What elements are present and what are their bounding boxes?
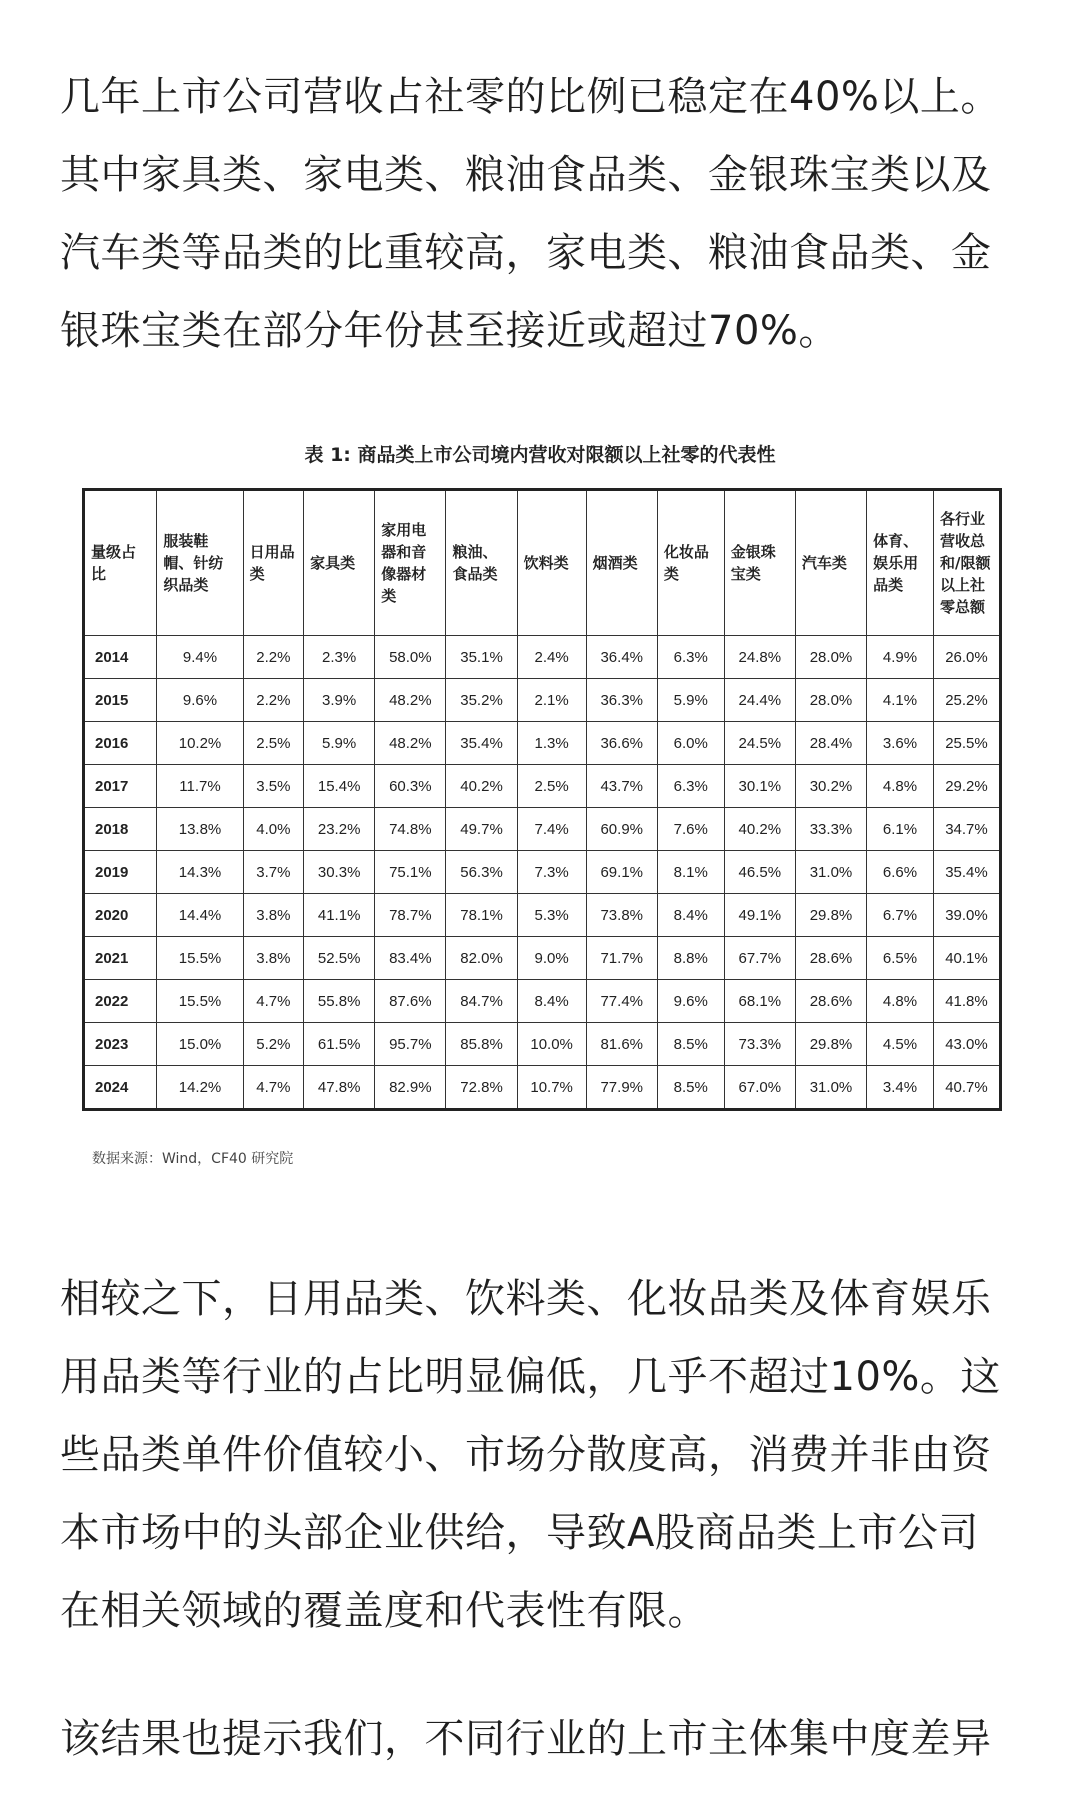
column-header: 家用电器和音像器材类 xyxy=(375,490,446,636)
value-cell: 73.3% xyxy=(724,1023,795,1066)
value-cell: 81.6% xyxy=(586,1023,657,1066)
column-header: 量级占比 xyxy=(84,490,157,636)
value-cell: 40.1% xyxy=(933,937,1000,980)
value-cell: 35.2% xyxy=(446,679,517,722)
value-cell: 4.1% xyxy=(867,679,934,722)
value-cell: 72.8% xyxy=(446,1066,517,1110)
value-cell: 15.5% xyxy=(157,980,243,1023)
value-cell: 6.3% xyxy=(657,636,724,679)
table-container xyxy=(82,488,1002,1111)
column-header: 家具类 xyxy=(304,490,375,636)
table-row xyxy=(84,980,1001,1023)
header-row xyxy=(84,490,1001,636)
value-cell: 48.2% xyxy=(375,679,446,722)
value-cell: 13.8% xyxy=(157,808,243,851)
value-cell: 4.7% xyxy=(243,980,303,1023)
value-cell: 6.0% xyxy=(657,722,724,765)
value-cell: 75.1% xyxy=(375,851,446,894)
value-cell: 36.4% xyxy=(586,636,657,679)
value-cell: 2.5% xyxy=(243,722,303,765)
value-cell: 85.8% xyxy=(446,1023,517,1066)
value-cell: 56.3% xyxy=(446,851,517,894)
value-cell: 40.2% xyxy=(724,808,795,851)
paragraph-conclusion xyxy=(60,1700,1020,1778)
value-cell: 49.1% xyxy=(724,894,795,937)
value-cell: 28.4% xyxy=(795,722,866,765)
value-cell: 24.5% xyxy=(724,722,795,765)
text-line: 本市场中的头部企业供给，导致A股商品类上市公司 xyxy=(60,1510,979,1556)
value-cell: 5.2% xyxy=(243,1023,303,1066)
value-cell: 77.9% xyxy=(586,1066,657,1110)
value-cell: 6.1% xyxy=(867,808,934,851)
value-cell: 40.2% xyxy=(446,765,517,808)
value-cell: 69.1% xyxy=(586,851,657,894)
table-row xyxy=(84,937,1001,980)
paragraph-intro xyxy=(60,58,1020,370)
value-cell: 2.4% xyxy=(517,636,586,679)
value-cell: 73.8% xyxy=(586,894,657,937)
value-cell: 60.3% xyxy=(375,765,446,808)
value-cell: 2.2% xyxy=(243,636,303,679)
text-line: 用品类等行业的占比明显偏低，几乎不超过10%。这 xyxy=(60,1354,1001,1400)
value-cell: 4.7% xyxy=(243,1066,303,1110)
value-cell: 48.2% xyxy=(375,722,446,765)
value-cell: 43.7% xyxy=(586,765,657,808)
year-cell: 2017 xyxy=(84,765,157,808)
value-cell: 77.4% xyxy=(586,980,657,1023)
text-line: 其中家具类、家电类、粮油食品类、金银珠宝类以及 xyxy=(60,152,992,198)
year-cell: 2023 xyxy=(84,1023,157,1066)
value-cell: 29.2% xyxy=(933,765,1000,808)
table-row xyxy=(84,722,1001,765)
table-row xyxy=(84,1023,1001,1066)
value-cell: 5.9% xyxy=(304,722,375,765)
value-cell: 8.5% xyxy=(657,1066,724,1110)
value-cell: 3.8% xyxy=(243,937,303,980)
value-cell: 15.4% xyxy=(304,765,375,808)
value-cell: 14.2% xyxy=(157,1066,243,1110)
value-cell: 61.5% xyxy=(304,1023,375,1066)
value-cell: 26.0% xyxy=(933,636,1000,679)
value-cell: 3.9% xyxy=(304,679,375,722)
year-cell: 2024 xyxy=(84,1066,157,1110)
value-cell: 15.0% xyxy=(157,1023,243,1066)
column-header: 体育、娱乐用品类 xyxy=(867,490,934,636)
value-cell: 10.0% xyxy=(517,1023,586,1066)
value-cell: 35.4% xyxy=(933,851,1000,894)
value-cell: 3.5% xyxy=(243,765,303,808)
value-cell: 33.3% xyxy=(795,808,866,851)
table-row xyxy=(84,679,1001,722)
value-cell: 29.8% xyxy=(795,894,866,937)
year-cell: 2018 xyxy=(84,808,157,851)
value-cell: 39.0% xyxy=(933,894,1000,937)
value-cell: 31.0% xyxy=(795,851,866,894)
value-cell: 8.1% xyxy=(657,851,724,894)
column-header: 日用品类 xyxy=(243,490,303,636)
value-cell: 5.3% xyxy=(517,894,586,937)
column-header: 粮油、食品类 xyxy=(446,490,517,636)
value-cell: 82.0% xyxy=(446,937,517,980)
value-cell: 71.7% xyxy=(586,937,657,980)
column-header: 汽车类 xyxy=(795,490,866,636)
value-cell: 4.0% xyxy=(243,808,303,851)
table-row xyxy=(84,1066,1001,1110)
value-cell: 30.3% xyxy=(304,851,375,894)
data-table xyxy=(82,488,1002,1111)
value-cell: 4.5% xyxy=(867,1023,934,1066)
value-cell: 34.7% xyxy=(933,808,1000,851)
text-line: 该结果也提示我们，不同行业的上市主体集中度差异 xyxy=(60,1716,992,1762)
value-cell: 7.6% xyxy=(657,808,724,851)
value-cell: 36.3% xyxy=(586,679,657,722)
column-header: 烟酒类 xyxy=(586,490,657,636)
value-cell: 41.8% xyxy=(933,980,1000,1023)
value-cell: 8.4% xyxy=(517,980,586,1023)
value-cell: 11.7% xyxy=(157,765,243,808)
value-cell: 84.7% xyxy=(446,980,517,1023)
text-line: 银珠宝类在部分年份甚至接近或超过70%。 xyxy=(60,308,839,354)
value-cell: 95.7% xyxy=(375,1023,446,1066)
value-cell: 2.2% xyxy=(243,679,303,722)
value-cell: 4.8% xyxy=(867,765,934,808)
value-cell: 5.9% xyxy=(657,679,724,722)
value-cell: 3.4% xyxy=(867,1066,934,1110)
year-cell: 2016 xyxy=(84,722,157,765)
value-cell: 82.9% xyxy=(375,1066,446,1110)
value-cell: 60.9% xyxy=(586,808,657,851)
column-header: 各行业营收总和/限额以上社零总额 xyxy=(933,490,1000,636)
text-line: 汽车类等品类的比重较高，家电类、粮油食品类、金 xyxy=(60,230,992,276)
value-cell: 74.8% xyxy=(375,808,446,851)
value-cell: 67.0% xyxy=(724,1066,795,1110)
text-line: 相较之下，日用品类、饮料类、化妆品类及体育娱乐 xyxy=(60,1276,992,1322)
value-cell: 3.8% xyxy=(243,894,303,937)
value-cell: 83.4% xyxy=(375,937,446,980)
value-cell: 67.7% xyxy=(724,937,795,980)
value-cell: 6.6% xyxy=(867,851,934,894)
value-cell: 87.6% xyxy=(375,980,446,1023)
year-cell: 2019 xyxy=(84,851,157,894)
value-cell: 9.6% xyxy=(657,980,724,1023)
value-cell: 68.1% xyxy=(724,980,795,1023)
value-cell: 14.3% xyxy=(157,851,243,894)
table-row xyxy=(84,851,1001,894)
year-cell: 2015 xyxy=(84,679,157,722)
paragraph-comparison xyxy=(60,1260,1020,1650)
value-cell: 3.6% xyxy=(867,722,934,765)
value-cell: 29.8% xyxy=(795,1023,866,1066)
value-cell: 2.1% xyxy=(517,679,586,722)
column-header: 服装鞋帽、针纺织品类 xyxy=(157,490,243,636)
year-cell: 2014 xyxy=(84,636,157,679)
value-cell: 41.1% xyxy=(304,894,375,937)
table-row xyxy=(84,636,1001,679)
value-cell: 1.3% xyxy=(517,722,586,765)
value-cell: 6.3% xyxy=(657,765,724,808)
value-cell: 8.4% xyxy=(657,894,724,937)
value-cell: 10.7% xyxy=(517,1066,586,1110)
data-source-note: 数据来源：Wind，CF40 研究院 xyxy=(92,1151,294,1167)
value-cell: 49.7% xyxy=(446,808,517,851)
value-cell: 7.4% xyxy=(517,808,586,851)
table-row xyxy=(84,765,1001,808)
value-cell: 9.6% xyxy=(157,679,243,722)
value-cell: 35.4% xyxy=(446,722,517,765)
value-cell: 25.2% xyxy=(933,679,1000,722)
value-cell: 24.8% xyxy=(724,636,795,679)
value-cell: 78.7% xyxy=(375,894,446,937)
table-title: 表 1: 商品类上市公司境内营收对限额以上社零的代表性 xyxy=(304,444,776,466)
value-cell: 28.0% xyxy=(795,636,866,679)
value-cell: 40.7% xyxy=(933,1066,1000,1110)
value-cell: 28.6% xyxy=(795,980,866,1023)
table-row xyxy=(84,894,1001,937)
value-cell: 3.7% xyxy=(243,851,303,894)
value-cell: 9.4% xyxy=(157,636,243,679)
value-cell: 2.5% xyxy=(517,765,586,808)
value-cell: 8.8% xyxy=(657,937,724,980)
value-cell: 24.4% xyxy=(724,679,795,722)
value-cell: 35.1% xyxy=(446,636,517,679)
value-cell: 52.5% xyxy=(304,937,375,980)
value-cell: 55.8% xyxy=(304,980,375,1023)
value-cell: 23.2% xyxy=(304,808,375,851)
value-cell: 6.5% xyxy=(867,937,934,980)
value-cell: 6.7% xyxy=(867,894,934,937)
value-cell: 28.0% xyxy=(795,679,866,722)
value-cell: 58.0% xyxy=(375,636,446,679)
column-header: 饮料类 xyxy=(517,490,586,636)
year-cell: 2022 xyxy=(84,980,157,1023)
value-cell: 4.9% xyxy=(867,636,934,679)
value-cell: 30.1% xyxy=(724,765,795,808)
value-cell: 9.0% xyxy=(517,937,586,980)
value-cell: 78.1% xyxy=(446,894,517,937)
column-header: 金银珠宝类 xyxy=(724,490,795,636)
value-cell: 25.5% xyxy=(933,722,1000,765)
value-cell: 43.0% xyxy=(933,1023,1000,1066)
value-cell: 8.5% xyxy=(657,1023,724,1066)
value-cell: 4.8% xyxy=(867,980,934,1023)
year-cell: 2021 xyxy=(84,937,157,980)
value-cell: 14.4% xyxy=(157,894,243,937)
value-cell: 2.3% xyxy=(304,636,375,679)
column-header: 化妆品类 xyxy=(657,490,724,636)
text-line: 几年上市公司营收占社零的比例已稳定在40%以上。 xyxy=(60,74,1001,120)
text-line: 在相关领域的覆盖度和代表性有限。 xyxy=(60,1588,708,1634)
table-row xyxy=(84,808,1001,851)
value-cell: 46.5% xyxy=(724,851,795,894)
year-cell: 2020 xyxy=(84,894,157,937)
value-cell: 47.8% xyxy=(304,1066,375,1110)
value-cell: 10.2% xyxy=(157,722,243,765)
text-line: 些品类单件价值较小、市场分散度高，消费并非由资 xyxy=(60,1432,992,1478)
value-cell: 36.6% xyxy=(586,722,657,765)
value-cell: 7.3% xyxy=(517,851,586,894)
value-cell: 30.2% xyxy=(795,765,866,808)
value-cell: 28.6% xyxy=(795,937,866,980)
value-cell: 15.5% xyxy=(157,937,243,980)
value-cell: 31.0% xyxy=(795,1066,866,1110)
